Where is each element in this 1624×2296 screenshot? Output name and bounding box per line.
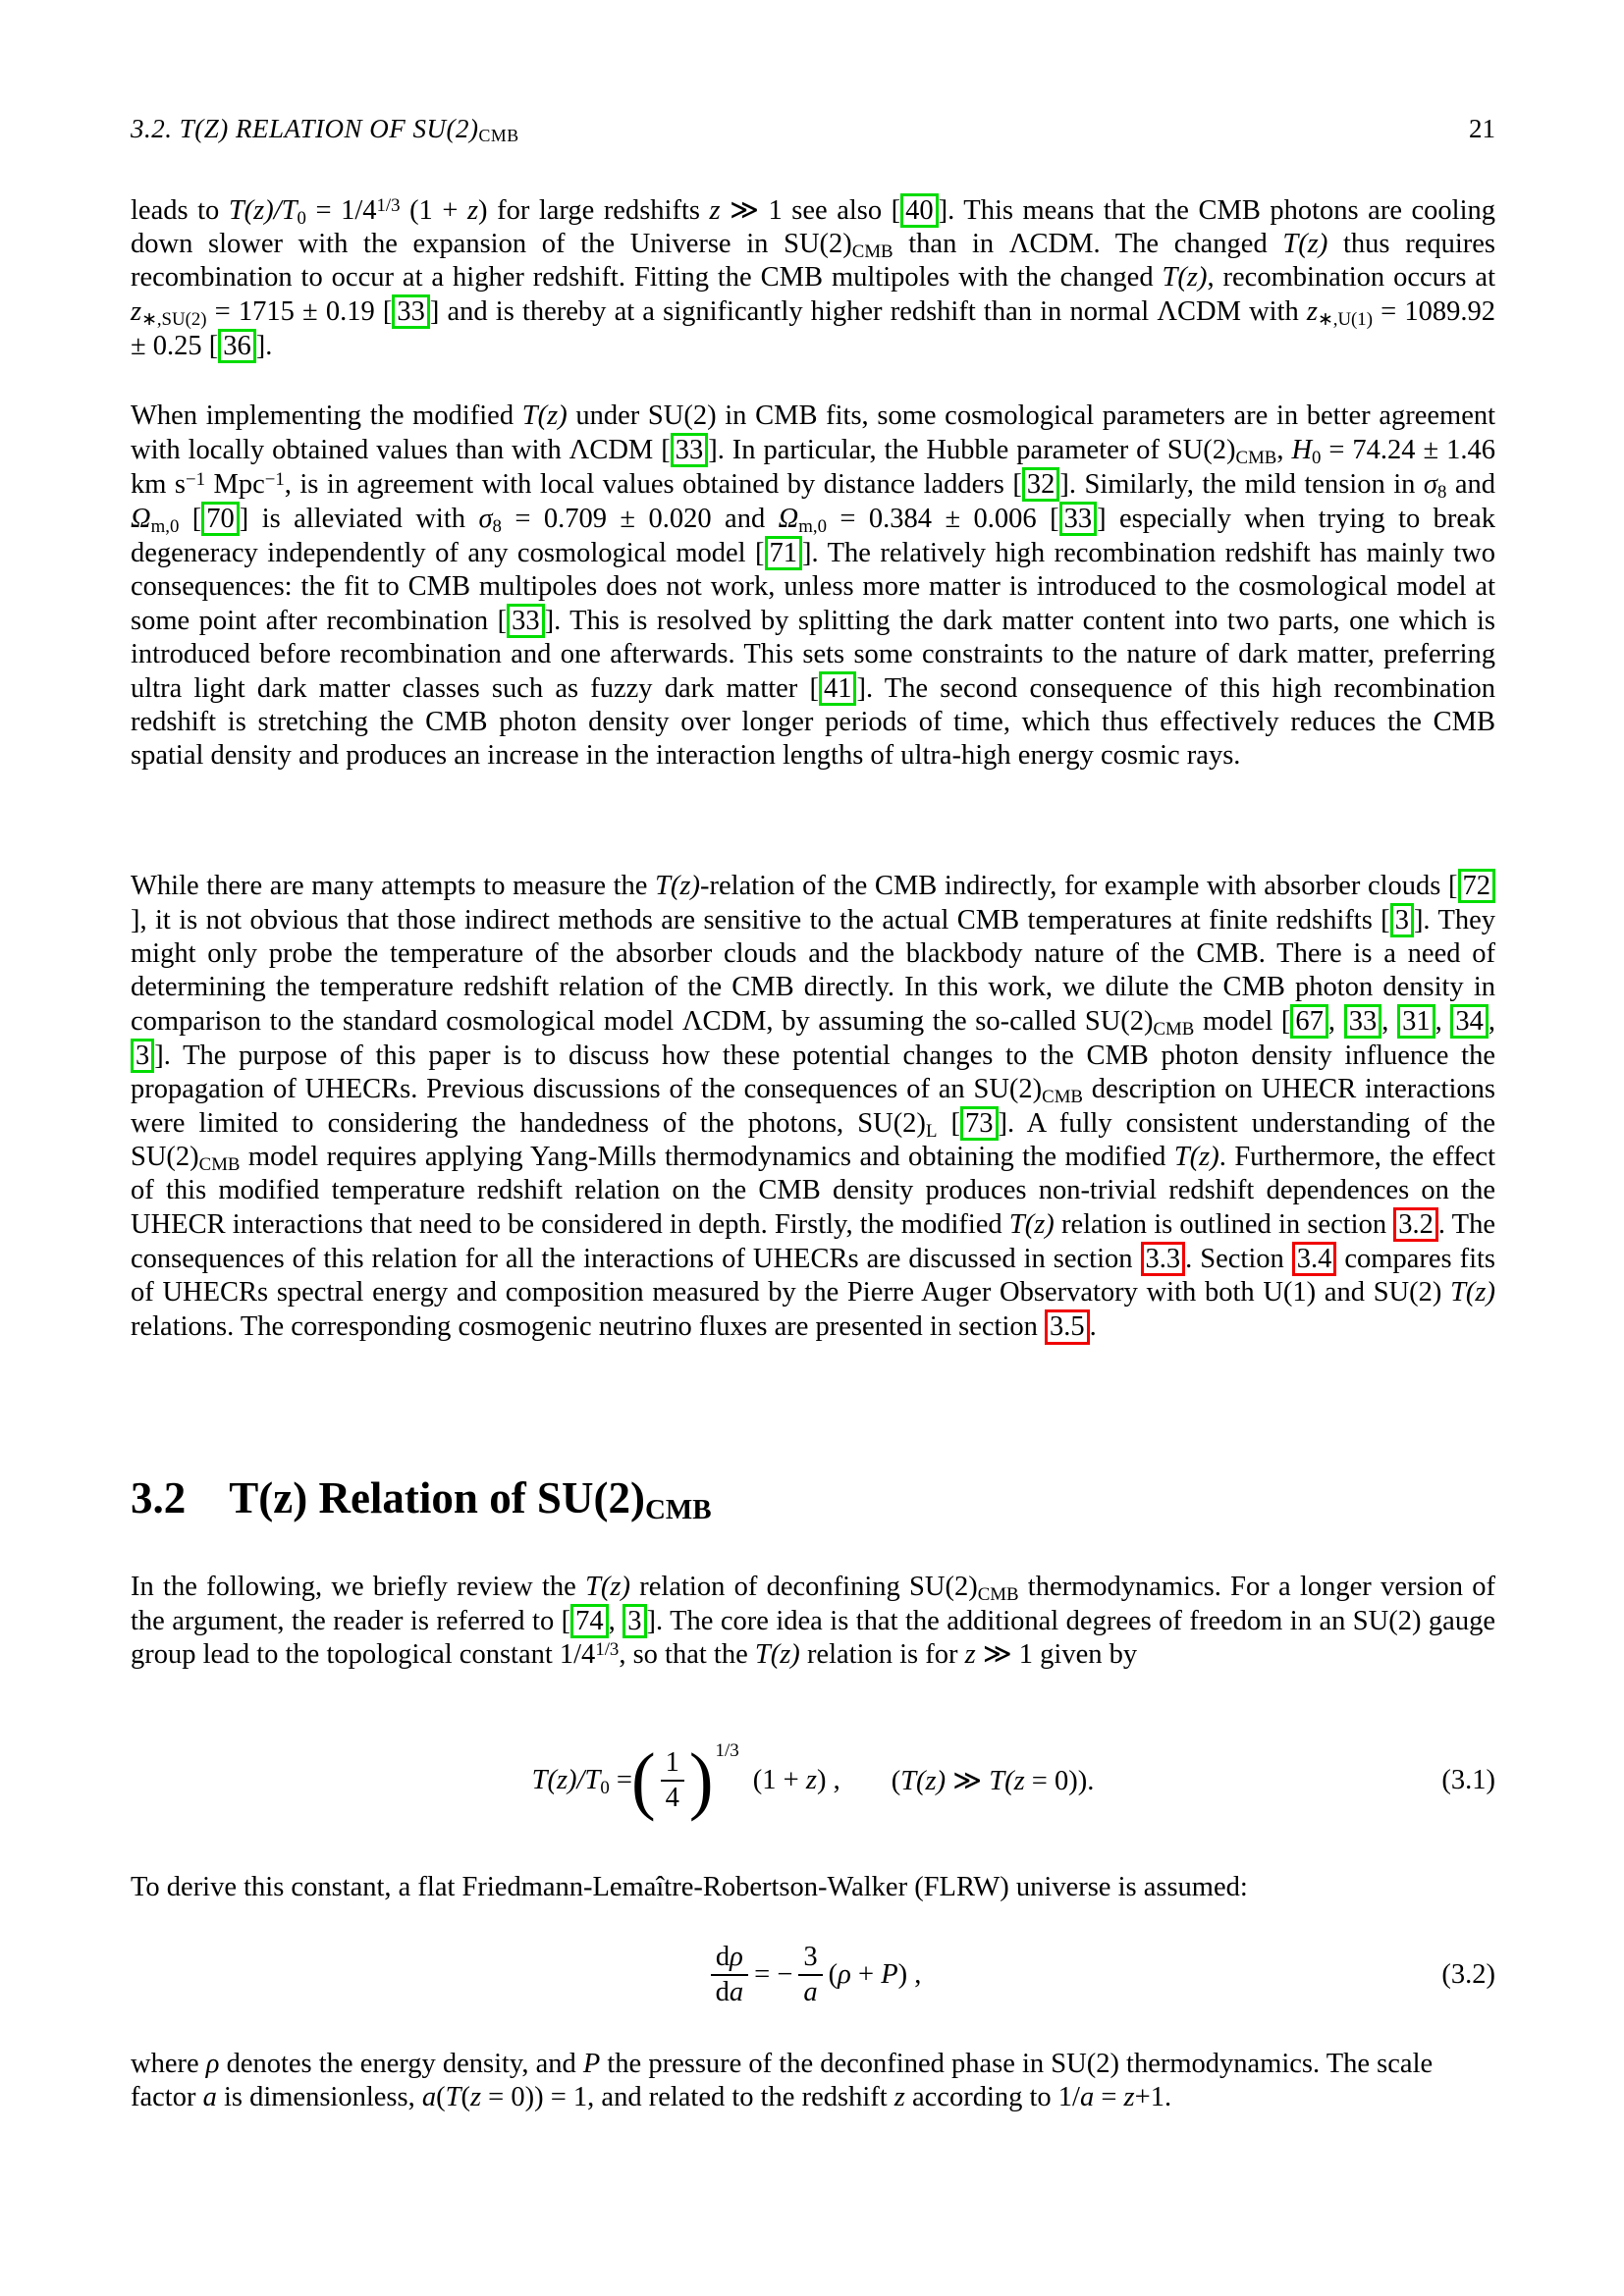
subscript: CMB — [1235, 447, 1277, 468]
text-run: (1 + — [400, 195, 467, 226]
text-run: . Furthermore, the effect of this modified temperature redshift relation on the CMB density produces non-trivial redshift dependences on the UHECR interactions that need to be considered in depth. Firstly, the modified — [131, 1142, 1495, 1241]
text-run: = 0)) = 1, and related to the redshift — [481, 2082, 894, 2112]
fraction-drho-da — [711, 1941, 749, 2008]
text-run: (1 + — [752, 1765, 806, 1795]
page-header — [131, 114, 1495, 144]
equation-3-2-rhs — [829, 1959, 922, 1991]
text-run: ]. This is resolved by splitting the dark matter content into two parts, one which is introduced before recombination and one afterwards. This sets some constraints to the nature of dark matter, preferring ultra light dark matter classes such as fuzzy dark matter [ — [131, 606, 1495, 705]
text-run: 3 — [803, 1942, 818, 1973]
close-paren: ) — [688, 1737, 714, 1823]
section-number: 3.2 — [131, 1473, 187, 1522]
text-run: ]. The core idea is that the additional degrees of freedom in an SU(2) gauge group lead to the topological constant 1/4 — [131, 1606, 1495, 1671]
exponent: 1/3 — [715, 1740, 739, 1761]
math-text: z — [893, 2082, 905, 2112]
text-run: and — [1446, 469, 1495, 501]
math-text: T(z) — [1008, 1209, 1055, 1241]
text-run: = 0)). — [1024, 1766, 1095, 1796]
text-run: under SU(2) in CMB fits, some cosmological parameters are in better agreement with locally obtained values than with ΛCDM [ — [131, 400, 1496, 465]
text-run: , — [608, 1606, 623, 1636]
citation-link[interactable]: 34 — [1450, 1004, 1489, 1039]
subscript: 8 — [492, 515, 502, 537]
subscript: m,0 — [150, 515, 180, 537]
fraction-denominator — [798, 1974, 822, 2009]
running-header-text: 3.2. T(Z) RELATION OF SU(2) — [131, 114, 479, 143]
paragraph-4 — [131, 1571, 1495, 1672]
citation-link[interactable]: 74 — [570, 1604, 609, 1638]
subscript: 0 — [1312, 447, 1322, 468]
text-run: ( — [436, 2082, 446, 2112]
subscript: CMB — [977, 1583, 1019, 1605]
text-run: relation is for — [799, 1639, 965, 1671]
text-run: compares fits of UHECRs spectral energy and composition measured by the Pierre Auger Observatory with both U(1) and SU(2) — [131, 1244, 1495, 1308]
text-run: , — [1327, 1006, 1344, 1038]
open-paren: ( — [630, 1737, 656, 1823]
equation-3-2-equals-minus — [754, 1959, 792, 1991]
citation-link[interactable]: 73 — [960, 1106, 999, 1141]
text-run: While there are many attempts to measure the — [131, 871, 656, 901]
text-run: relation of deconfining SU(2) — [630, 1572, 978, 1602]
text-run: . — [1089, 1311, 1097, 1343]
subscript: 0 — [297, 207, 306, 229]
superscript: −1 — [264, 468, 285, 490]
text-run: To derive this constant, a flat Friedmann-Lemaître-Robertson-Walker (FLRW) universe is assumed: — [131, 1872, 1248, 1902]
math-text: T(z) — [1162, 262, 1208, 294]
subscript: CMB — [198, 1154, 241, 1175]
running-header — [131, 114, 519, 144]
citation-link[interactable]: 3 — [623, 1604, 646, 1638]
paragraph-5 — [131, 1871, 1495, 1904]
equation-3-2 — [131, 1926, 1495, 2024]
text-run: + — [850, 1959, 882, 1990]
math-text: T(z) — [1282, 229, 1328, 260]
citation-link[interactable]: 3 — [1390, 903, 1414, 937]
text-run: When implementing the modified — [131, 400, 522, 431]
text-run: ]. — [255, 331, 273, 362]
equation-3-2-label: (3.2) — [1441, 1959, 1495, 1990]
subscript: CMB — [1042, 1086, 1083, 1107]
subscript: 8 — [1436, 481, 1447, 503]
text-run: ]. In particular, the Hubble parameter of SU(2) — [708, 435, 1236, 465]
text-run: Mpc — [205, 469, 265, 501]
text-run: = — [1094, 2082, 1124, 2112]
equation-3-1-rhs — [753, 1765, 840, 1796]
math-text: T — [445, 2082, 461, 2112]
text-run: = − — [754, 1959, 793, 1990]
math-text: σ — [1423, 469, 1437, 501]
text-run: = 1/4 — [305, 195, 377, 226]
fraction-numerator — [798, 1941, 822, 1974]
superscript: 1/3 — [595, 1638, 620, 1660]
text-run: = 1089.92 ± 0.25 [ — [131, 296, 1495, 362]
math-text: T(z) — [655, 871, 701, 901]
text-run: 4 — [665, 1783, 679, 1813]
subscript: ∗,U(1) — [1318, 308, 1373, 330]
fraction-numerator — [711, 1941, 748, 1974]
text-run: , — [1276, 435, 1292, 465]
citation-link[interactable]: 33 — [507, 604, 545, 638]
math-text: z — [469, 2082, 482, 2112]
text-run: ≫ — [946, 1766, 990, 1796]
text-run: ]. A fully consistent understanding of the SU(2) — [131, 1108, 1495, 1173]
math-text: ρ — [205, 2049, 220, 2079]
text-run: ] and is thereby at a significantly higher redshift than in normal ΛCDM with — [429, 296, 1307, 328]
citation-link[interactable]: 36 — [218, 329, 256, 363]
text-run: description on UHECR interactions were limited to considering the handedness of the photons, SU(2) — [131, 1074, 1495, 1140]
math-text: P — [881, 1959, 898, 1990]
text-run: where — [131, 2049, 206, 2079]
citation-link[interactable]: 72 — [1458, 869, 1496, 903]
citation-link[interactable]: 41 — [819, 671, 857, 706]
subscript: L — [925, 1120, 938, 1142]
citation-link[interactable]: 40 — [900, 193, 939, 228]
math-text: z — [964, 1639, 976, 1671]
section-title-subscript: CMB — [644, 1494, 712, 1526]
equation-3-1-lhs — [532, 1765, 632, 1796]
math-text: z — [466, 195, 479, 226]
subscript: m,0 — [798, 515, 827, 537]
text-run: , recombination occurs at — [1207, 262, 1496, 294]
fraction-three-over-a — [798, 1941, 822, 2008]
paragraph-3 — [131, 869, 1495, 1345]
text-run: model [ — [1194, 1006, 1291, 1038]
equation-3-1 — [131, 1726, 1495, 1836]
math-text: T(z — [989, 1766, 1025, 1796]
section-title: T(z) Relation of SU(2) — [229, 1473, 645, 1522]
math-text: T(z) — [585, 1572, 630, 1602]
section-heading — [131, 1472, 1495, 1526]
math-text: T(z) — [521, 400, 568, 431]
math-text: z — [1123, 2082, 1135, 2112]
text-run: thermodynamics. For a longer version of the argument, the reader is referred to [ — [131, 1572, 1495, 1636]
math-text: z — [709, 195, 721, 226]
paragraph-6 — [131, 2048, 1495, 2114]
math-text: Ω — [131, 504, 151, 535]
text-run: ) for large redshifts — [478, 195, 710, 226]
subscript: 0 — [600, 1777, 610, 1798]
text-run: ) , — [897, 1959, 922, 1990]
text-run: the pressure of the deconfined phase in SU(2) thermodynamics. The scale factor — [131, 2049, 1434, 2112]
superscript: −1 — [186, 468, 206, 490]
text-run: relation is outlined in section — [1054, 1209, 1394, 1241]
math-text: ρ — [730, 1942, 743, 1973]
text-run: ]. Similarly, the mild tension in — [1059, 469, 1424, 501]
math-text: a — [729, 1977, 744, 2007]
math-text: T(z)/T — [531, 1765, 601, 1795]
text-run: ]. The purpose of this paper is to discuss how these potential changes to the CMB photon density influence the propagation of UHECRs. Previous discussions of the consequences of an SU(2) — [131, 1041, 1495, 1105]
text-run: . Section — [1185, 1244, 1292, 1275]
text-run: = 0.709 ± 0.020 and — [501, 504, 779, 535]
math-text: Ω — [778, 504, 799, 535]
text-run: = 74.24 ± 1.46 km s — [131, 435, 1496, 501]
math-text: T(z)/T — [228, 195, 298, 226]
text-run: d — [715, 1977, 730, 2007]
section-ref-link[interactable]: 3.4 — [1292, 1242, 1337, 1276]
text-run: In the following, we briefly review the — [131, 1572, 586, 1602]
running-header-subscript: CMB — [478, 126, 519, 146]
subscript: CMB — [851, 240, 893, 262]
text-run: , is in agreement with local values obtained by distance ladders [ — [284, 469, 1022, 501]
text-run: [ — [937, 1108, 961, 1140]
citation-link[interactable]: 71 — [765, 536, 803, 570]
text-run: = 0.384 ± 0.006 [ — [826, 504, 1059, 535]
citation-link[interactable]: 33 — [671, 433, 709, 467]
text-run: . The consequences of this relation for all the interactions of UHECRs are discussed in section — [131, 1209, 1495, 1275]
citation-link[interactable]: 33 — [1344, 1004, 1382, 1039]
text-run: +1. — [1134, 2082, 1172, 2112]
math-text: H — [1291, 435, 1313, 465]
math-text: T(z) — [1173, 1142, 1219, 1173]
text-run: ( — [460, 2082, 470, 2112]
text-run: ] especially when trying to break degeneracy independently of any cosmological model [ — [131, 504, 1495, 569]
math-text: σ — [478, 504, 493, 535]
equation-3-1-condition — [892, 1764, 1095, 1797]
paragraph-2 — [131, 400, 1495, 773]
text-run: -relation of the CMB indirectly, for example with absorber clouds [ — [700, 871, 1458, 901]
paragraph-1 — [131, 193, 1495, 363]
text-run: ]. The relatively high recombination redshift has mainly two consequences: the fit to CMB multipoles does not work, unless more matter is introduced to the cosmological model at some point after recombination [ — [131, 538, 1495, 637]
citation-link[interactable]: 67 — [1290, 1004, 1328, 1039]
text-run: = 1715 ± 0.19 [ — [206, 296, 393, 328]
subscript: ∗,SU(2) — [141, 308, 207, 330]
math-text: P — [582, 2049, 601, 2079]
text-run: leads to — [131, 195, 229, 226]
text-run: ]. The second consequence of this high recombination redshift is stretching the CMB photon density over longer periods of time, which thus effectively reduces the CMB spatial density and produces an increase in the interaction lengths of ultra-high energy cosmic rays. — [131, 673, 1495, 772]
text-run: d — [715, 1942, 731, 1973]
text-run: is dimensionless, — [216, 2082, 422, 2112]
equation-3-1-label: (3.1) — [1441, 1765, 1495, 1795]
math-text: z — [805, 1765, 817, 1795]
citation-link[interactable]: 33 — [392, 294, 430, 329]
math-text: a — [202, 2082, 217, 2112]
citation-link[interactable]: 70 — [201, 502, 240, 536]
text-run: ], it is not obvious that those indirect methods are sensitive to the actual CMB temperatures at finite redshifts [ — [131, 905, 1390, 936]
text-run: model requires applying Yang-Mills thermodynamics and obtaining the modified — [240, 1142, 1174, 1173]
math-text: a — [803, 1977, 818, 2007]
text-run: according to 1/ — [904, 2082, 1080, 2112]
section-ref-link[interactable]: 3.3 — [1141, 1242, 1186, 1276]
text-run: , — [1435, 1006, 1451, 1038]
text-run: ( — [828, 1959, 839, 1990]
text-run: , so that the — [619, 1639, 755, 1671]
text-run: ]. They might only probe the temperature of the absorber clouds and the blackbody nature of the CMB. There is a need of determining the temperature redshift relation of the CMB directly. In this work, we dilute the CMB photon density in comparison to the standard cosmological model ΛCDM, by assuming the so-called SU(2) — [131, 905, 1495, 1038]
math-text: T(z) — [900, 1766, 947, 1796]
text-run: = — [609, 1765, 632, 1795]
fraction-denominator — [661, 1780, 684, 1815]
text-run: ( — [891, 1766, 901, 1796]
citation-link[interactable]: 31 — [1397, 1004, 1435, 1039]
text-run: than in ΛCDM. The changed — [893, 229, 1283, 260]
page-number: 21 — [1469, 114, 1495, 143]
text-run: thus requires recombination to occur at a higher redshift. Fitting the CMB multipoles with the changed — [131, 229, 1495, 294]
text-run: ] is alleviated with — [239, 504, 479, 535]
section-ref-link[interactable]: 3.2 — [1393, 1207, 1438, 1242]
math-text: a — [1079, 2082, 1095, 2112]
text-run: ]. This means that the CMB photons are cooling down slower with the expansion of the Universe in SU(2) — [131, 195, 1495, 260]
fraction-numerator — [661, 1746, 684, 1780]
text-run: [ — [179, 504, 202, 535]
superscript: 1/3 — [376, 194, 401, 216]
math-text: z — [1306, 296, 1319, 328]
citation-link[interactable]: 33 — [1059, 502, 1098, 536]
math-text: T(z) — [754, 1639, 800, 1671]
text-run: ≫ 1 see also [ — [720, 195, 901, 226]
text-run: ≫ 1 given by — [975, 1639, 1138, 1671]
text-run: ) , — [816, 1765, 840, 1795]
math-text: ρ — [838, 1959, 851, 1990]
fraction-one-fourth — [661, 1746, 684, 1814]
math-text: z — [131, 296, 142, 328]
text-run: 1 — [665, 1747, 679, 1779]
text-run: , — [1381, 1006, 1398, 1038]
citation-link[interactable]: 3 — [131, 1039, 154, 1073]
text-run: relations. The corresponding cosmogenic neutrino fluxes are presented in section — [131, 1311, 1045, 1343]
subscript: CMB — [1153, 1018, 1195, 1040]
citation-link[interactable]: 32 — [1022, 467, 1060, 502]
text-run: denotes the energy density, and — [219, 2049, 583, 2079]
fraction-denominator — [711, 1974, 749, 2009]
math-text: a — [421, 2082, 437, 2112]
math-text: T(z) — [1450, 1277, 1495, 1308]
section-ref-link[interactable]: 3.5 — [1045, 1309, 1090, 1344]
text-run: , — [1488, 1006, 1496, 1038]
